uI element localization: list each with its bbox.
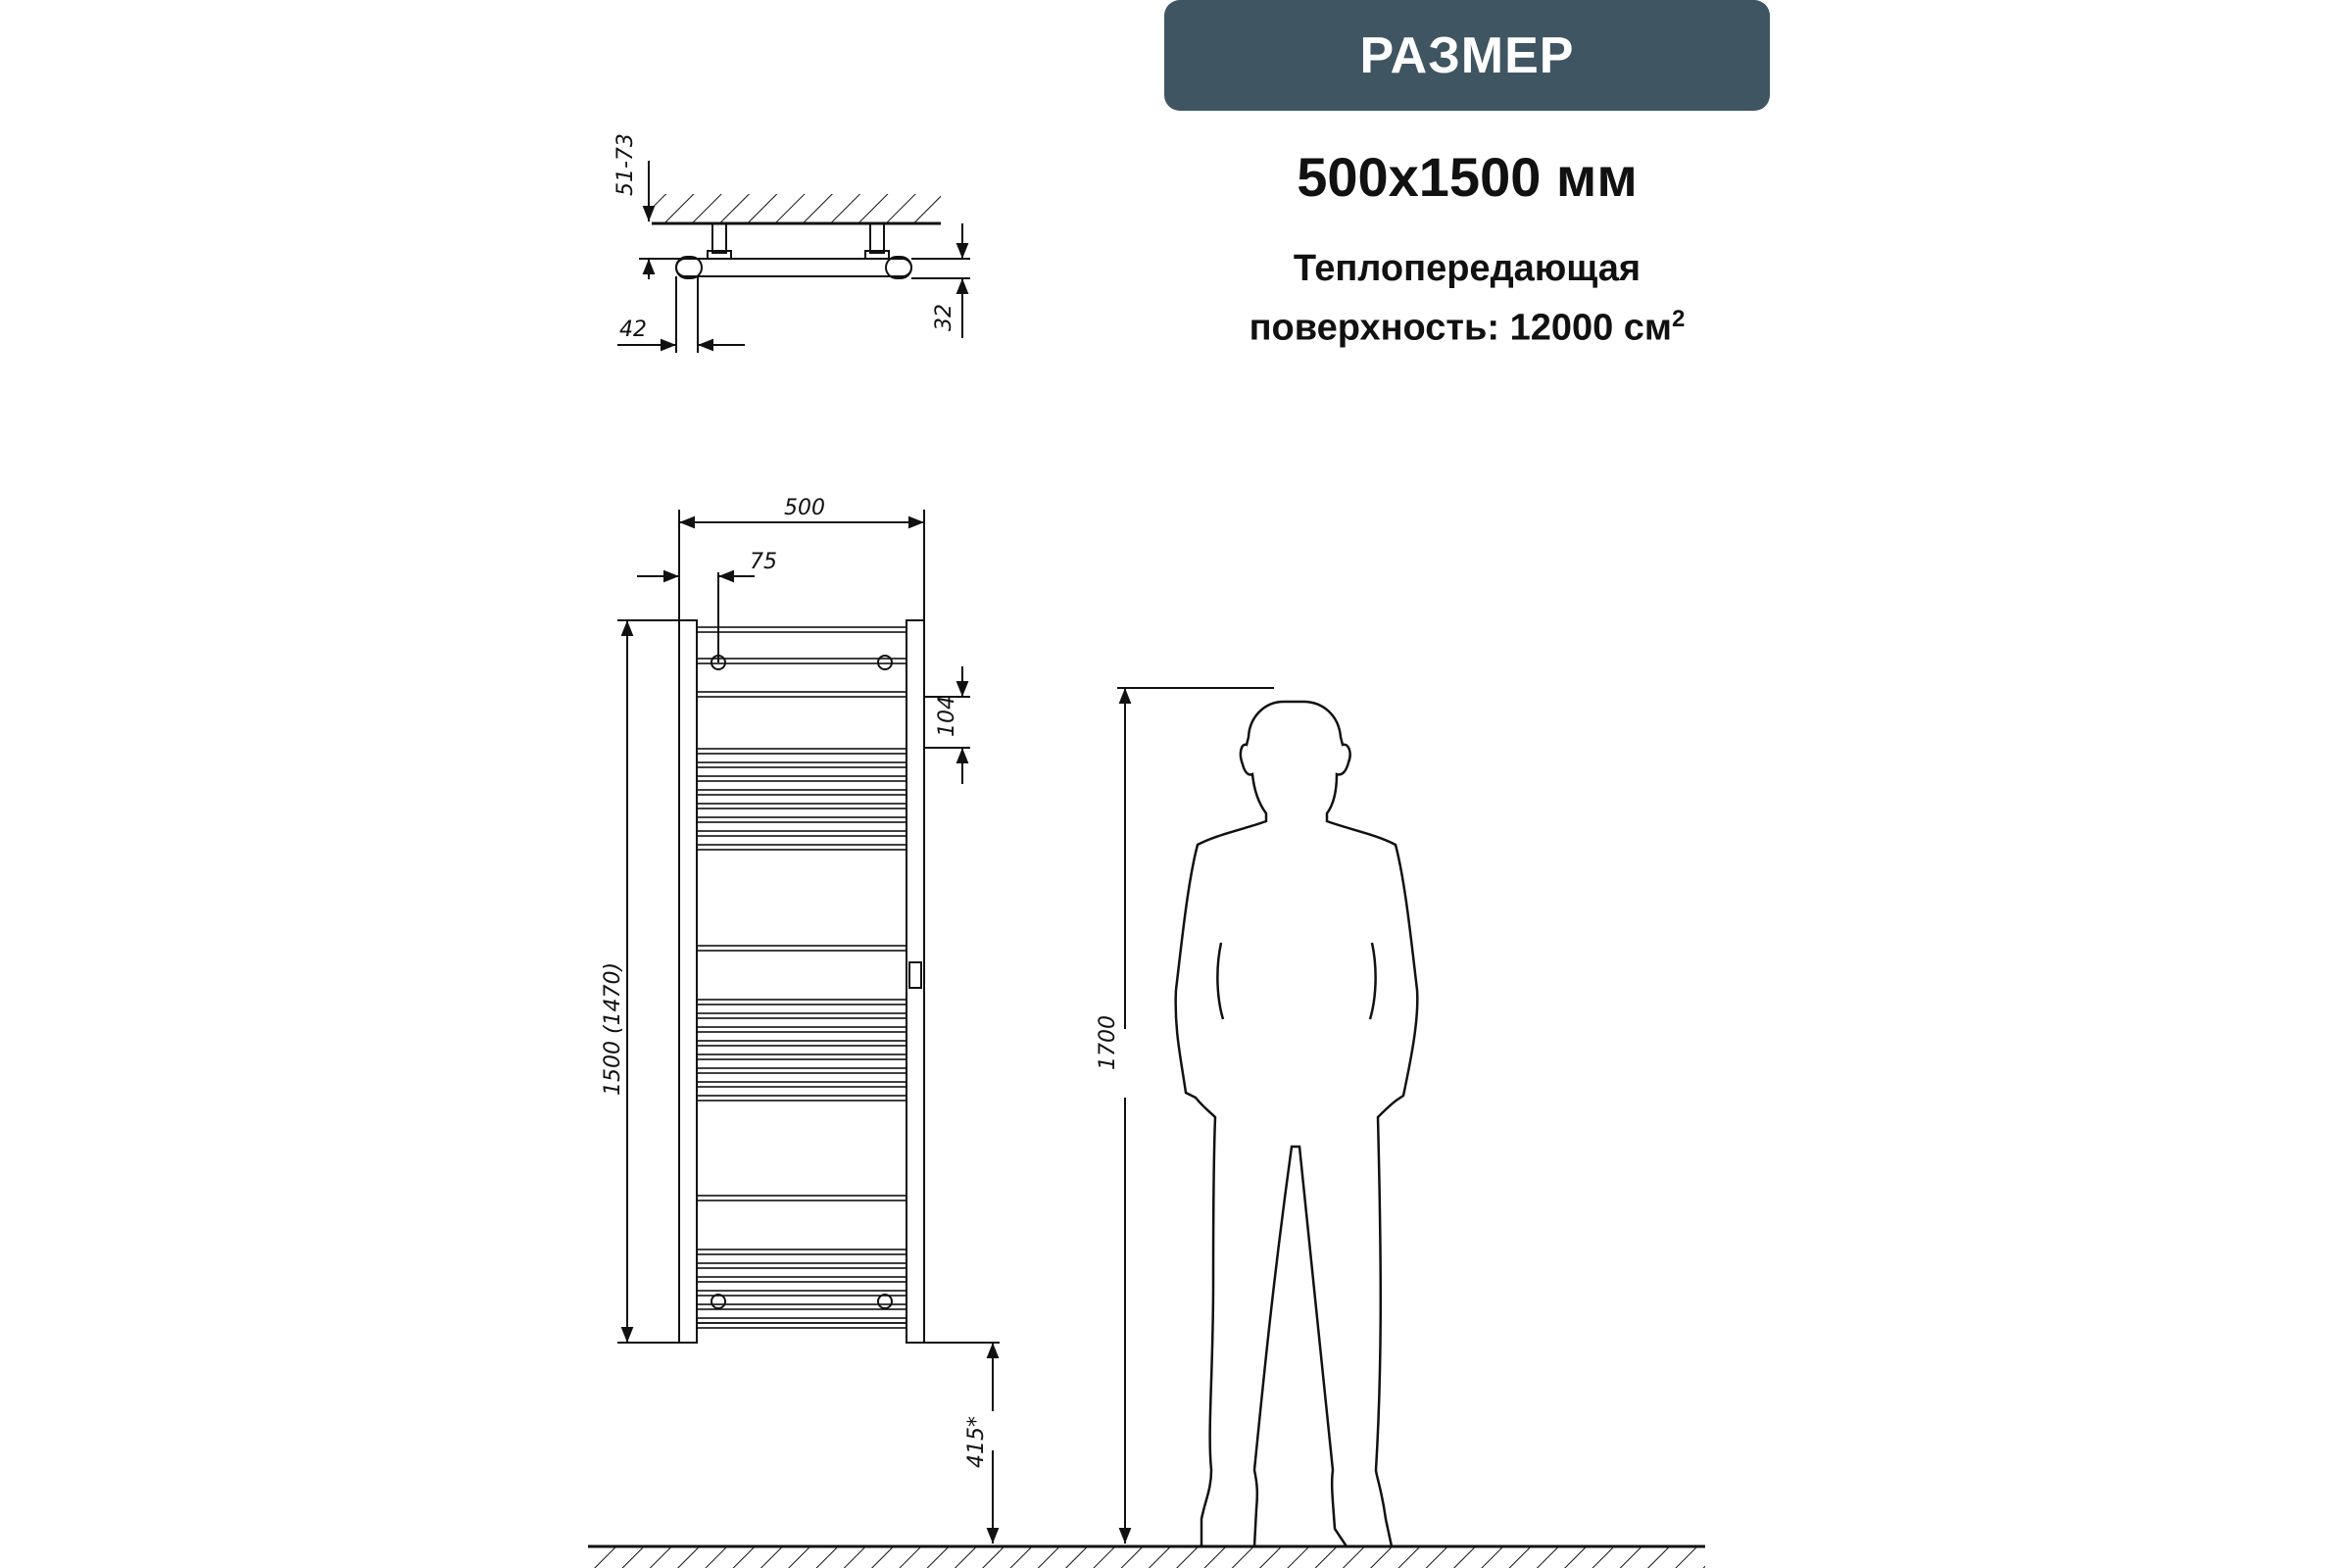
person-outline bbox=[1176, 702, 1418, 1546]
rung bbox=[697, 1068, 906, 1073]
bracket-left bbox=[712, 223, 726, 253]
rail-end-left bbox=[676, 257, 702, 278]
rung bbox=[697, 1082, 906, 1087]
dim-label-height: 1500 (1470) bbox=[601, 961, 625, 1096]
dim-label-depth: 32 bbox=[932, 304, 956, 331]
rail-end-right bbox=[886, 257, 911, 278]
dim-label-floor-clearance: 415* bbox=[964, 1416, 989, 1468]
rung bbox=[697, 946, 906, 951]
unit-superscript: 2 bbox=[1672, 306, 1686, 332]
human-silhouette bbox=[1176, 702, 1418, 1546]
rung bbox=[697, 1263, 906, 1268]
dim-label-pipe-offset: 42 bbox=[619, 318, 647, 342]
connector-top-right bbox=[878, 656, 892, 669]
header-title: РАЗМЕР bbox=[1359, 26, 1575, 84]
rung bbox=[697, 1250, 906, 1254]
dim-label-side-offset: 75 bbox=[750, 550, 777, 574]
rung bbox=[697, 627, 906, 632]
dim-label-width: 500 bbox=[784, 496, 825, 520]
rung bbox=[697, 1013, 906, 1018]
rung bbox=[697, 817, 906, 822]
rung bbox=[697, 1304, 906, 1309]
logo-plate bbox=[909, 962, 921, 988]
floor bbox=[588, 1546, 1705, 1568]
rung bbox=[697, 804, 906, 808]
product-size: 500x1500 мм bbox=[1297, 146, 1638, 208]
connector-bottom-right bbox=[878, 1295, 892, 1308]
heat-transfer-line1: Теплопередающая bbox=[1293, 248, 1642, 289]
rung bbox=[697, 1291, 906, 1296]
rung bbox=[697, 1027, 906, 1032]
front-view-drawing bbox=[617, 510, 1000, 1544]
rung bbox=[697, 1096, 906, 1101]
rung bbox=[697, 1041, 906, 1046]
rung bbox=[697, 845, 906, 850]
dim-label-gap: 51-73 bbox=[613, 133, 638, 196]
rail-top-view bbox=[676, 259, 911, 276]
top-view-drawing bbox=[617, 161, 970, 353]
rung bbox=[697, 762, 906, 767]
rungs-group bbox=[697, 627, 906, 1328]
rung bbox=[697, 692, 906, 697]
connector-bottom-left bbox=[711, 1295, 725, 1308]
rung bbox=[697, 749, 906, 754]
heat-transfer-value: поверхность: 12000 см bbox=[1249, 307, 1673, 349]
rung bbox=[697, 1054, 906, 1059]
rung bbox=[697, 1000, 906, 1004]
wall-hatch bbox=[652, 194, 941, 223]
rung bbox=[697, 1277, 906, 1282]
rung bbox=[697, 831, 906, 836]
rung bbox=[697, 1323, 906, 1328]
bracket-right bbox=[870, 223, 884, 253]
dim-label-person-height: 1700 bbox=[1096, 1015, 1120, 1070]
rung bbox=[697, 1196, 906, 1200]
left-collector bbox=[679, 620, 697, 1343]
rung bbox=[697, 659, 906, 663]
floor-hatch bbox=[588, 1546, 1705, 1568]
rung bbox=[697, 790, 906, 795]
dim-label-rail-spacing: 104 bbox=[935, 696, 959, 737]
rung bbox=[697, 776, 906, 781]
